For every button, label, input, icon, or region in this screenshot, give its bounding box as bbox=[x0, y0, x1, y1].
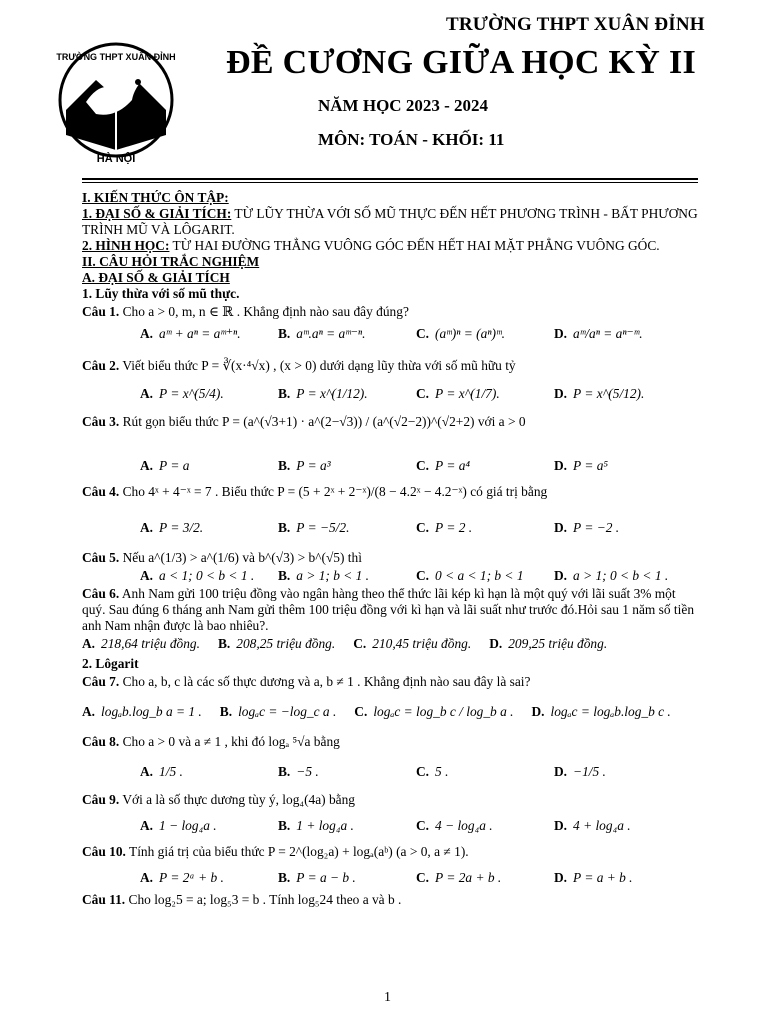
school-name: TRƯỜNG THPT XUÂN ĐỈNH bbox=[446, 14, 705, 35]
page-number: 1 bbox=[384, 990, 391, 1005]
section-2-title: II. CÂU HỎI TRẮC NGHIỆM bbox=[82, 254, 260, 269]
document-body bbox=[82, 190, 702, 908]
subject-grade: MÔN: TOÁN - KHỐI: 11 bbox=[318, 130, 505, 149]
logo-city-text: HÀ NỘI bbox=[96, 153, 136, 165]
logo-school-text: TRƯỜNG THPT XUÂN ĐỈNH bbox=[56, 52, 176, 62]
question-5: Câu 5. Nếu a^(1/3) > a^(1/6) và b^(√3) > b^(√5) thì A. a < 1; 0 < b < 1 . B. a > 1; b < 1 . C. 0 < a < 1; b < 1 D. a > 1; 0 < b < 1 . bbox=[82, 550, 669, 583]
question-6: Câu 6. Anh Nam gửi 100 triệu đồng vào ngân hàng theo thể thức lãi kép kì hạn là một quý với lãi suất 3% một quý. Sau đúng 6 tháng anh Nam gửi thêm 100 triệu đồng với kì hạn và lãi suất như trước đó.Hỏi sau 1 năm số tiền anh Nam nhận được là bao nhiêu?. A. 218,64 triệu đồng. B. 208,25 triệu đồng. C. 210,45 triệu đồng. D. 209,25 triệu đồng. bbox=[82, 586, 695, 651]
header-divider bbox=[82, 178, 698, 180]
topic-2-heading: 2. Lôgarit bbox=[82, 656, 139, 671]
document-title: ĐỀ CƯƠNG GIỮA HỌC KỲ II bbox=[226, 44, 697, 81]
question-3: Câu 3. Rút gọn biểu thức P = (a^(√3+1) · a^(2−√3)) / (a^(√2−2))^(√2+2) với a > 0 A. P = a B. P = a³ C. P = a⁴ D. P = a⁵ bbox=[82, 414, 609, 473]
section-1-title: I. KIẾN THỨC ÔN TẬP: bbox=[82, 190, 229, 205]
school-logo bbox=[56, 40, 176, 168]
question-2: Câu 2. Viết biểu thức P = ∛(x·⁴√x) , (x > 0) dưới dạng lũy thừa với số mũ hữu tỷ A. P = x^(5/4). B. P = x^(1/12). C. P = x^(1/7). D. P = x^(5/12). bbox=[82, 358, 645, 401]
section-1-item-2: 2. HÌNH HỌC: TỪ HAI ĐƯỜNG THẲNG VUÔNG GÓC ĐẾN HẾT HAI MẶT PHẲNG VUÔNG GÓC. bbox=[82, 238, 660, 253]
question-1: Câu 1. Cho a > 0, m, n ∈ ℝ . Khẳng định nào sau đây đúng? A. aᵐ + aⁿ = aᵐ⁺ⁿ. B. aᵐ.aⁿ = aᵐ⁻ⁿ. C. (aᵐ)ⁿ = (aⁿ)ᵐ. D. aᵐ/aⁿ = aⁿ⁻ᵐ. bbox=[82, 304, 643, 341]
school-year: NĂM HỌC 2023 - 2024 bbox=[318, 96, 488, 115]
question-9: Câu 9. Với a là số thực dương tùy ý, log₄(4a) bằng A. 1 − log₄a . B. 1 + log₄a . C. 4 − log₄a . D. 4 + log₄a . bbox=[82, 792, 631, 833]
section-2-subsection-a: A. ĐẠI SỐ & GIẢI TÍCH bbox=[82, 270, 230, 285]
question-10: Câu 10. Tính giá trị của biểu thức P = 2^(log₂a) + logₐ(aᵇ) (a > 0, a ≠ 1). A. P = 2ᵃ + b . B. P = a − b . C. P = 2a + b . D. P = a + b . bbox=[82, 844, 633, 885]
question-11: Câu 11. Cho log₂5 = a; log₅3 = b . Tính log₅24 theo a và b . bbox=[82, 892, 402, 907]
section-1-item-1: 1. ĐẠI SỐ & GIẢI TÍCH: TỪ LŨY THỪA VỚI SỐ MŨ THỰC ĐẾN HẾT PHƯƠNG TRÌNH - BẤT PHƯƠNG TRÌNH MŨ VÀ LÔGARIT. bbox=[82, 206, 698, 237]
topic-1-heading: 1. Lũy thừa với số mũ thực. bbox=[82, 286, 240, 301]
question-4: Câu 4. Cho 4ˣ + 4⁻ˣ = 7 . Biểu thức P = (5 + 2ˣ + 2⁻ˣ)/(8 − 4.2ˣ − 4.2⁻ˣ) có giá trị bằng A. P = 3/2. B. P = −5/2. C. P = 2 . D. P = −2 . bbox=[82, 484, 620, 535]
header-divider-thin bbox=[82, 182, 698, 183]
question-7: Câu 7. Cho a, b, c là các số thực dương và a, b ≠ 1 . Khẳng định nào sau đây là sai? A. logₐb.log_b a = 1 . B. logₐc = −log_c a . C. logₐc = log_b c / log_b a . D. logₐc = logₐb.log_b c . bbox=[82, 674, 671, 719]
question-8: Câu 8. Cho a > 0 và a ≠ 1 , khi đó logₐ ⁵√a bằng A. 1/5 . B. −5 . C. 5 . D. −1/5 . bbox=[82, 734, 606, 779]
